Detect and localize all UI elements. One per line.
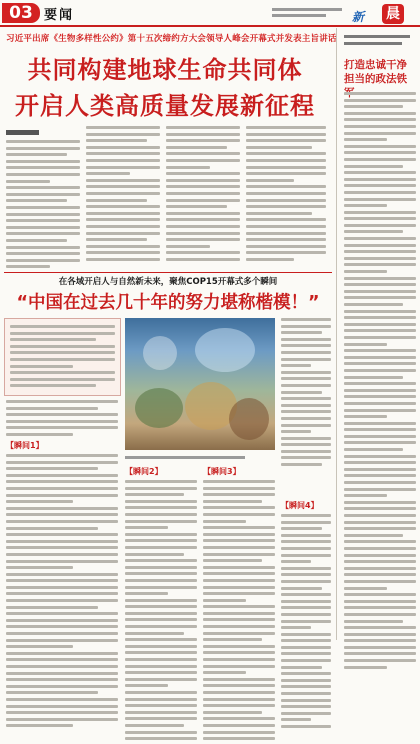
sidebar-kicker-placeholder bbox=[344, 32, 416, 52]
second-column-1b bbox=[6, 454, 118, 731]
page-number: 03 bbox=[2, 3, 40, 23]
second-column-right bbox=[281, 318, 331, 470]
lead-column-1 bbox=[6, 126, 80, 272]
second-title: “中国在过去几十年的努力堪称楷模！” bbox=[16, 293, 320, 313]
lead-column-2 bbox=[86, 126, 160, 264]
subhead-moment-1: 【瞬间1】 bbox=[6, 441, 44, 450]
subhead-moment-2: 【瞬间2】 bbox=[125, 467, 163, 476]
second-column-3 bbox=[203, 480, 275, 744]
sidebar-title-line-1: 打造忠诚干净 bbox=[344, 59, 407, 71]
lead-kicker: 习近平出席《生物多样性公约》第十五次缔约方大会领导人峰会开幕式并发表主旨讲话 bbox=[6, 34, 337, 44]
header-rule bbox=[0, 25, 420, 27]
subhead-moment-4: 【瞬间4】 bbox=[281, 501, 319, 510]
masthead-logo bbox=[352, 4, 412, 25]
sidebar-body bbox=[344, 92, 416, 672]
dateline-placeholder bbox=[272, 6, 342, 17]
subhead-moment-3: 【瞬间3】 bbox=[203, 467, 241, 476]
section-divider bbox=[4, 272, 332, 273]
section-name: 要闻 bbox=[44, 8, 75, 23]
lead-column-3 bbox=[166, 126, 240, 264]
photo-caption-placeholder bbox=[125, 453, 275, 461]
lead-column-4 bbox=[246, 126, 326, 264]
second-column-4 bbox=[281, 514, 331, 732]
logo-text: 新 bbox=[352, 10, 364, 24]
intro-box bbox=[4, 318, 121, 396]
second-column-2 bbox=[125, 480, 197, 744]
lead-title-line-2: 开启人类高质量发展新征程 bbox=[15, 92, 315, 120]
lead-title-line-1: 共同构建地球生命共同体 bbox=[27, 56, 303, 84]
news-photo bbox=[125, 318, 275, 450]
sidebar-title-line-2: 担当的政法铁 bbox=[344, 73, 407, 85]
second-column-1 bbox=[6, 400, 118, 440]
logo-mark: 晨 bbox=[382, 4, 404, 24]
second-kicker: 在各域开启人与自然新未来，聚焦COP15开幕式多个瞬间 bbox=[58, 277, 278, 287]
